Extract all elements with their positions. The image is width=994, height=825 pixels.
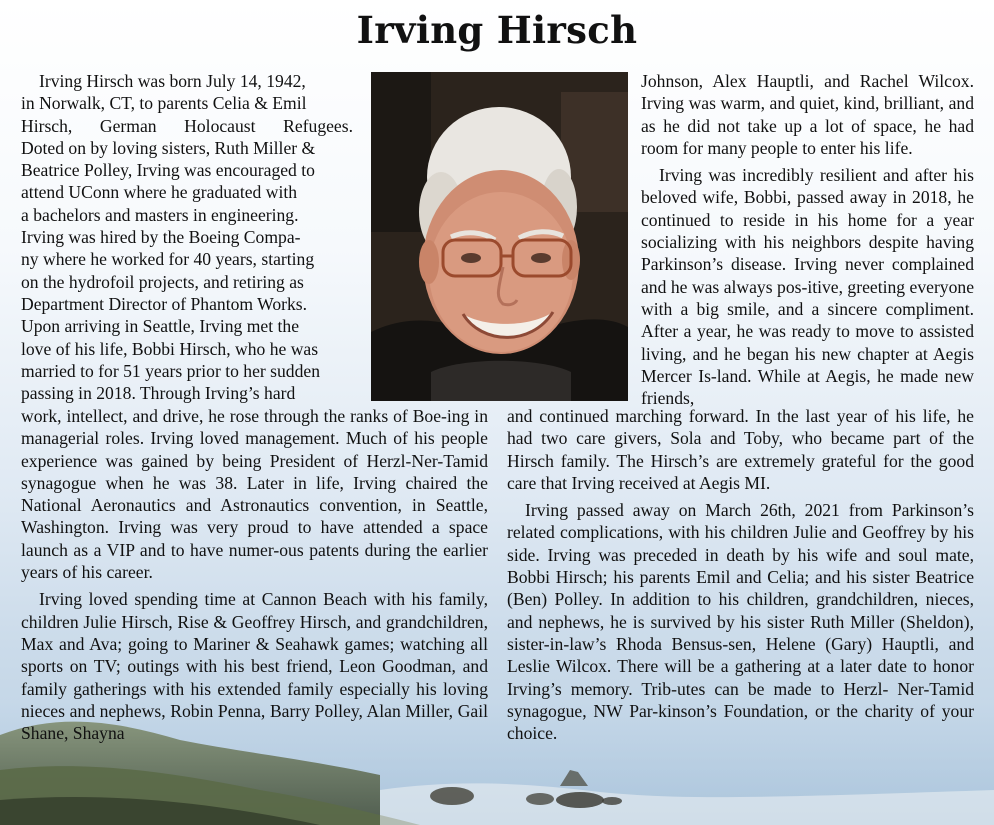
paragraph-birth-line-10: on the hydrofoil projects, and retiring as: [21, 271, 304, 292]
paragraph-birth-line-11: Department Director of Phantom Works.: [21, 293, 308, 314]
right-column-top: [641, 70, 974, 409]
paragraph-birth-line-13: love of his life, Bobbi Hirsch, who he was: [21, 338, 319, 359]
paragraph-birth-line-5: Beatrice Polley, Irving was encouraged to: [21, 160, 315, 181]
paragraph-birth-line-2: in Norwalk, CT, to parents Celia & Emil: [21, 93, 307, 114]
paragraph-resilience: Irving was incredibly resilient and after his beloved wife, Bobbi, passed away in 2018, he continued to reside in his home for a year socializing with his neighbors despite having Parkinson’s disease. Irving never complained and he was always pos-itive, greeting everyone with a big smile, and a sincere compliment. After a year, he was ready to move to assisted living, and he began his new chapter at Aegis Mercer Is-land. While at Aegis, he made new friends,: [641, 165, 974, 409]
paragraph-family: Irving loved spending time at Cannon Beach with his family, children Julie Hirsch, Rise & Geoffrey Hirsch, and grandchildren, Max and Ava; going to Mariner & Seahawk games; watching all sports on TV; outings with his best friend, Leon Goodman, and family gatherings with his extended family especially his loving nieces and nephews, Robin Penna, Barry Polley, Alan Miller, Gail Shane, Shayna: [21, 589, 488, 744]
paragraph-passing: Irving passed away on March 26th, 2021 from Parkinson’s related complications, with his children Julie and Geoffrey by his side. Irving was preceded in death by his wife and soul mate, Bobbi Hirsch; his parents Emil and Celia; and his sister Beatrice (Ben) Polley. In addition to his children, grandchildren, nieces, and nephews, he is survived by his sister Ruth Miller (Sheldon), sister-in-law’s Rhoda Bensus-sen, Helene (Gary) Hauptli, and Leslie Wilcox. There will be a gathering at a later date to honor Irving’s memory. Trib-utes can be made to Herzl- Ner-Tamid synagogue, NW Par-kinson’s Foundation, or the charity of your choice.: [507, 500, 974, 744]
paragraph-birth-line-14: married to for 51 years prior to her sudden: [21, 360, 320, 381]
right-column-bottom: [507, 405, 974, 744]
portrait-photo: [371, 72, 628, 401]
paragraph-birth-line-7: a bachelors and masters in engineering.: [21, 204, 299, 225]
paragraph-birth-line-9: ny where he worked for 40 years, starting: [21, 249, 315, 270]
paragraph-birth-line-6: attend UConn where he graduated with: [21, 182, 298, 203]
left-column-top: [21, 70, 353, 404]
portrait-photo-icon: [371, 72, 628, 401]
paragraph-birth-line-1: Irving Hirsch was born July 14, 1942,: [39, 71, 306, 91]
paragraph-birth-line-12: Upon arriving in Seattle, Irving met the: [21, 316, 300, 337]
paragraph-birth-line-3: Hirsch, German Holocaust Refugees.: [21, 115, 353, 136]
paragraph-birth-line-15: passing in 2018. Through Irving’s hard: [21, 383, 296, 404]
paragraph-family-continued: Johnson, Alex Hauptli, and Rachel Wilcox. Irving was warm, and quiet, kind, brilliant, and as he did not take up a lot of space, he had room for many people to enter his life.: [641, 71, 974, 158]
left-column-bottom: [21, 405, 488, 744]
paragraph-caregivers: and continued marching forward. In the last year of his life, he had two care givers, Sola and Toby, who became part of the Hirsch family. The Hirsch’s are extremely grateful for the good care that Irving received at Aegis MI.: [507, 406, 974, 493]
paragraph-birth-line-8: Irving was hired by the Boeing Compa-: [21, 227, 301, 248]
paragraph-birth-line-4: Doted on by loving sisters, Ruth Miller &: [21, 137, 316, 158]
paragraph-career: work, intellect, and drive, he rose through the ranks of Boe-ing in managerial roles. Irving loved management. Much of his people experience was gained by being President of Herzl-Ner-Tamid synagogue when he was 38. Later in life, Irving chaired the National Aeronautics and Astronautics convention, in Seattle, Washington. Irving was very proud to have attended a space launch as a VIP and to have numer-ous patents during the earlier years of his career.: [21, 406, 488, 583]
obituary-title: Irving Hirsch: [356, 8, 638, 52]
